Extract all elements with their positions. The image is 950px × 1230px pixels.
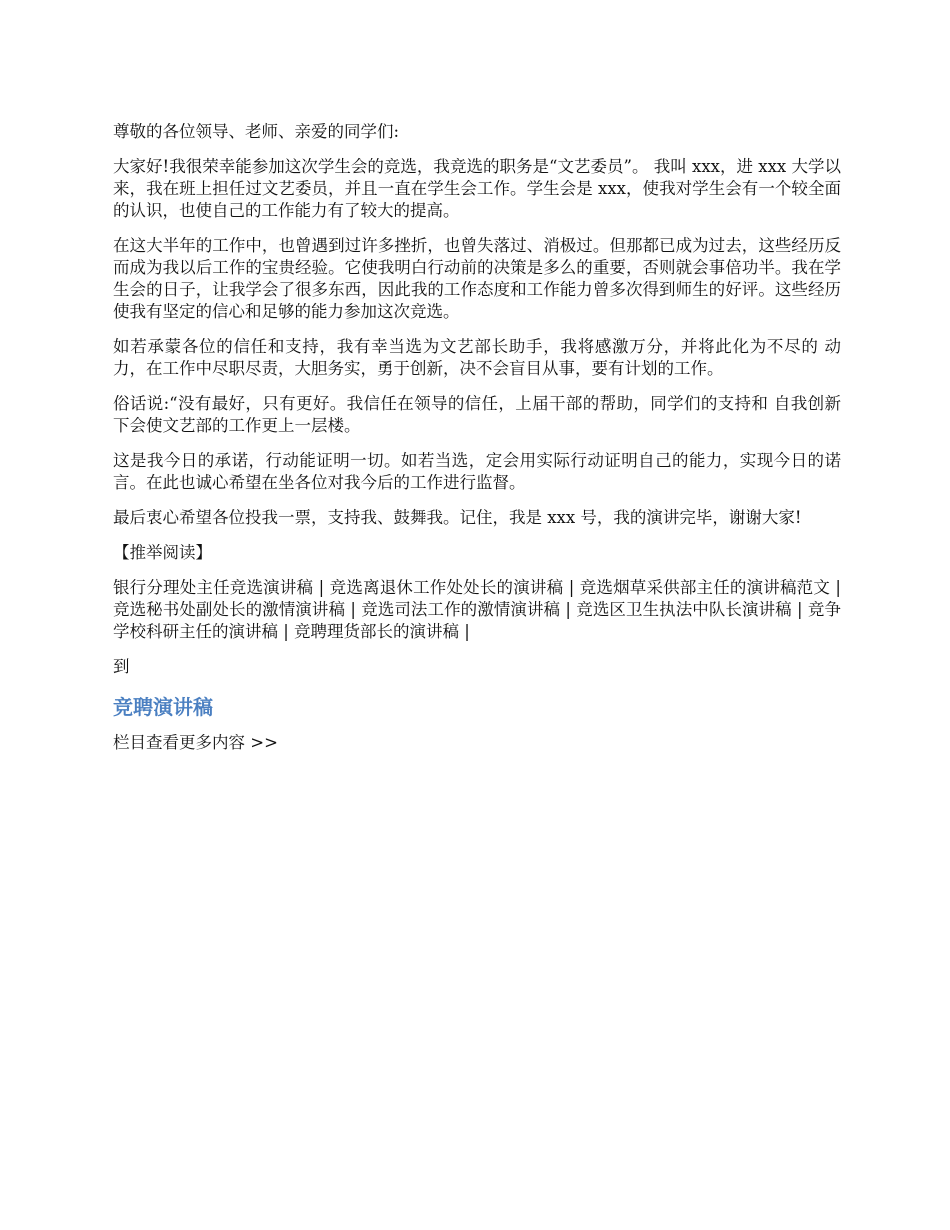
more-content-text: 栏目查看更多内容 >>: [113, 733, 278, 752]
paragraph-2: 在这大半年的工作中，也曾遇到过许多挫折，也曾失落过、消极过。但那都已成为过去，这些经历反而成为我以后工作的宝贵经验。它使我明白行动前的决策是多么的重要，否则就会事倍功半。我在学生会的日子，让我学会了很多东西，因此我的工作态度和工作能力曾多次得到师生的好评。这些经历使我有坚定的信心和足够的能力参加这次竞选。: [113, 236, 841, 321]
recommend-label: 【推举阅读】: [113, 543, 212, 562]
recommend-links[interactable]: [113, 577, 841, 643]
document-body: [113, 121, 841, 767]
paragraph-5: 这是我今日的承诺，行动能证明一切。如若当选，定会用实际行动证明自己的能力，实现今日的诺言。在此也诚心希望在坐各位对我今后的工作进行监督。: [113, 451, 841, 492]
paragraph-6: 最后衷心希望各位投我一票，支持我、鼓舞我。记住，我是 xxx 号，我的演讲完毕，谢谢大家!: [113, 508, 802, 527]
section-title-link[interactable]: 竞聘演讲稿: [113, 695, 213, 719]
paragraph-4: 俗话说:“没有最好，只有更好。我信任在领导的信任，上届干部的帮助，同学们的支持和 自我创新下会使文艺部的工作更上一层楼。: [113, 394, 841, 435]
recommend-links-text[interactable]: 银行分理处主任竞选演讲稿 | 竞选离退休工作处处长的演讲稿 | 竞选烟草采供部主任的演讲稿范文 | 竞选秘书处副处长的激情演讲稿 | 竞选司法工作的激情演讲稿 | 竞选区卫生执法中队长演讲稿 | 竞争学校科研主任的演讲稿 | 竞聘理货部长的演讲稿 |: [113, 578, 841, 641]
paragraph-3: 如若承蒙各位的信任和支持，我有幸当选为文艺部长助手，我将感激万分，并将此化为不尽的 动力，在工作中尽职尽责，大胆务实，勇于创新，决不会盲目从事，要有计划的工作。: [113, 337, 841, 378]
to-label: 到: [113, 657, 130, 676]
paragraph-1: 大家好!我很荣幸能参加这次学生会的竞选，我竞选的职务是“文艺委员”。 我叫 xxx，进 xxx 大学以来，我在班上担任过文艺委员，并且一直在学生会工作。学生会是 xxx，使我对学生会有一个较全面的认识，也使自己的工作能力有了较大的提高。: [113, 157, 841, 220]
greeting: 尊敬的各位领导、老师、亲爱的同学们:: [113, 122, 400, 141]
